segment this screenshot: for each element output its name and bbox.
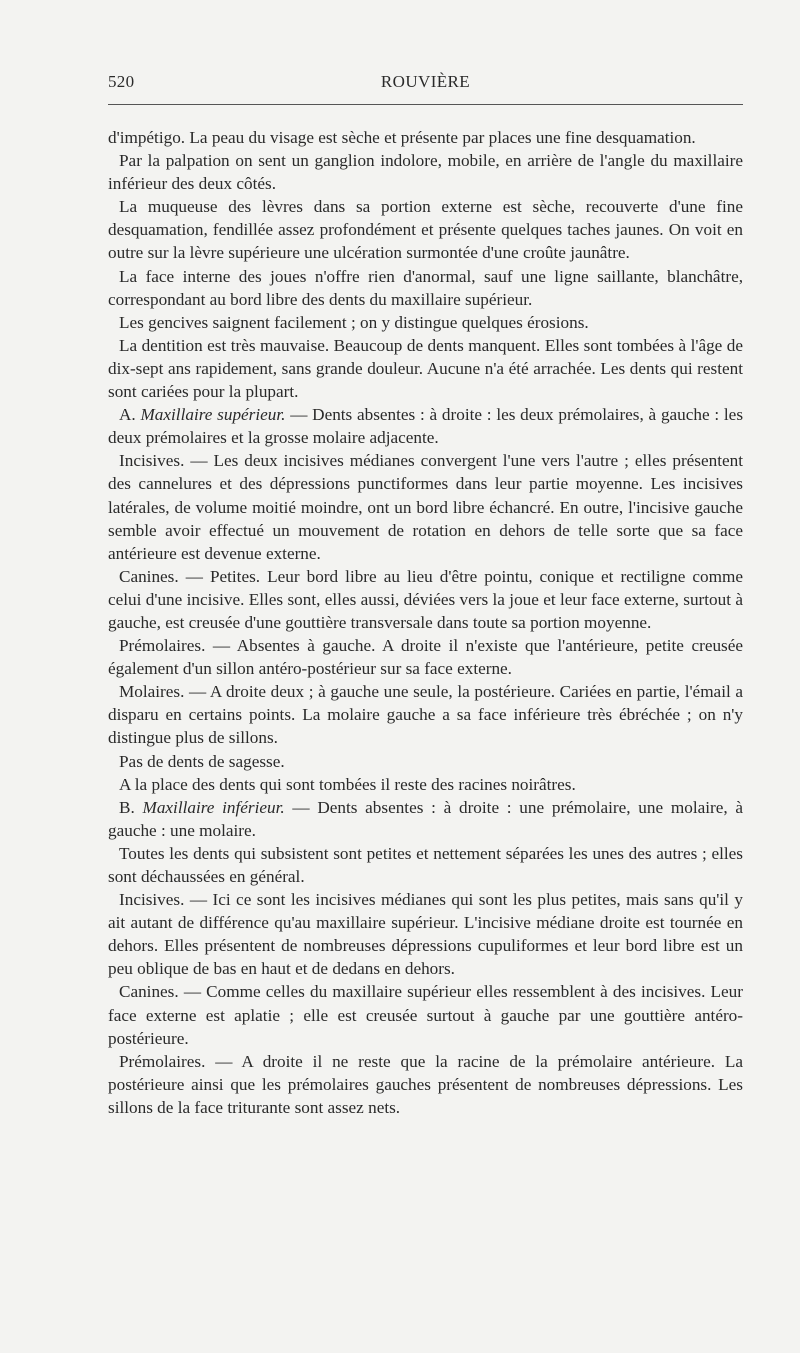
paragraph: Canines. — Comme celles du maxillaire supérieur elles ressemblent à des incisives. Leur face externe est aplatie ; elle est creusée surtout à gauche par une gouttière antéro-postérieure. [108, 982, 743, 1048]
header-rule [108, 104, 743, 105]
section-title: Maxillaire inférieur. [142, 797, 285, 817]
paragraph: Toutes les dents qui subsistent sont petites et nettement séparées les unes des autres ; elles sont déchaussées en général. [108, 843, 743, 886]
paragraph: Les gencives saignent facilement ; on y distingue quelques érosions. [119, 312, 589, 332]
paragraph: Prémolaires. — Absentes à gauche. A droite il n'existe que l'antérieure, petite creusée également d'un sillon antéro-postérieur sur sa face externe. [108, 636, 743, 679]
paragraph-text: — Dents absentes : à droite : une prémolaire, une molaire, à gauche : une molaire. [108, 797, 744, 840]
paragraph: Par la palpation on sent un ganglion indolore, mobile, en arrière de l'angle du maxillaire inférieur des deux côtés. [108, 151, 743, 194]
paragraph: Molaires. — A droite deux ; à gauche une seule, la postérieure. Cariées en partie, l'émail a disparu en certains points. La molaire gauche a sa face inférieure très ébréchée ; on n'y distingue plus de sillons. [108, 682, 743, 748]
paragraph-text: — Dents absentes : à droite : les deux prémolaires, à gauche : les deux prémolaires et la grosse molaire adjacente. [108, 405, 744, 448]
paragraph [108, 403, 743, 449]
running-head: ROUVIÈRE [380, 72, 471, 91]
section-title: Maxillaire supérieur. [140, 405, 286, 425]
section-letter: A. [119, 405, 141, 425]
page-header [108, 72, 743, 102]
paragraph [108, 796, 743, 842]
body-text [108, 126, 743, 1119]
section-letter: B. [119, 797, 143, 817]
paragraph: Prémolaires. — A droite il ne reste que la racine de la prémolaire antérieure. La postérieure ainsi que les prémolaires gauches présentent de nombreuses dépressions. Les sillons de la face triturante sont assez nets. [108, 1051, 743, 1117]
page-number: 520 [108, 72, 135, 91]
paragraph: Pas de dents de sagesse. [119, 751, 285, 771]
paragraph: Incisives. — Ici ce sont les incisives médianes qui sont les plus petites, mais sans qu'il y ait autant de différence qu'au maxillaire supérieur. L'incisive médiane droite est tournée en dehors. Elles présentent de nombreuses dépressions cupuliformes et leur bord libre est un peu oblique de bas en haut et de dedans en dehors. [108, 890, 743, 979]
paragraph: A la place des dents qui sont tombées il reste des racines noirâtres. [119, 774, 576, 794]
paragraph: Incisives. — Les deux incisives médianes convergent l'une vers l'autre ; elles présentent des cannelures et des dépressions punctiformes dans leur partie moyenne. Les incisives latérales, de volume moitié moindre, ont un bord libre échancré. En outre, l'incisive gauche semble avoir effectué un mouvement de rotation en dehors de telle sorte que sa face antérieure est devenue externe. [108, 451, 743, 563]
paragraph: d'impétigo. La peau du visage est sèche et présente par places une fine desquamation. [108, 128, 696, 147]
paragraph: Canines. — Petites. Leur bord libre au lieu d'être pointu, conique et rectiligne comme celui d'une incisive. Elles sont, elles aussi, déviées vers la joue et leur face externe, surtout à gauche, est creusée d'une gouttière transversale dans toute sa portion moyenne. [108, 566, 743, 632]
paragraph: La muqueuse des lèvres dans sa portion externe est sèche, recouverte d'une fine desquamation, fendillée assez profondément et présente quelques taches jaunes. On voit en outre sur la lèvre supérieure une ulcération surmontée d'une croûte jaunâtre. [108, 197, 743, 263]
paragraph: La face interne des joues n'offre rien d'anormal, sauf une ligne saillante, blanchâtre, correspondant au bord libre des dents du maxillaire supérieur. [108, 266, 743, 309]
paragraph: La dentition est très mauvaise. Beaucoup de dents manquent. Elles sont tombées à l'âge de dix-sept ans rapidement, sans grande douleur. Aucune n'a été arrachée. Les dents qui restent sont cariées pour la plupart. [108, 335, 743, 402]
